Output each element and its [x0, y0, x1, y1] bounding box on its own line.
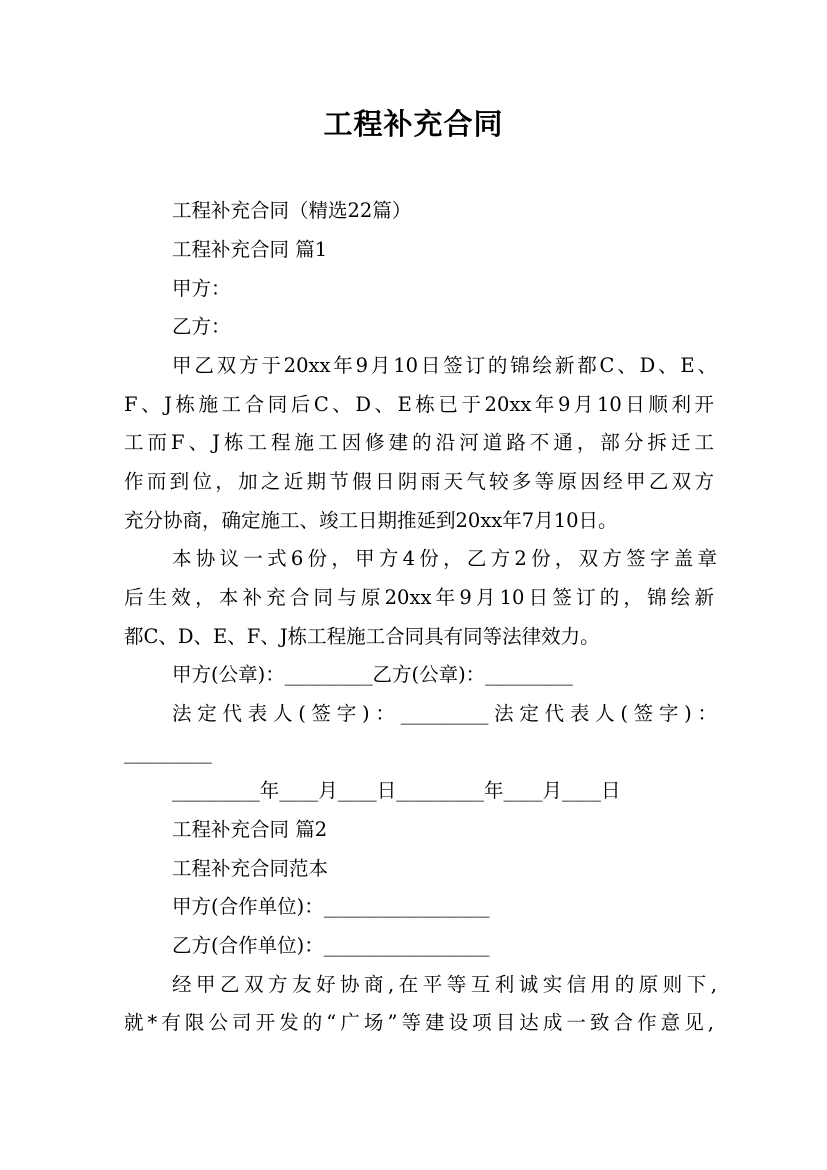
- paragraph-line: 甲乙双方于20xx年9月10日签订的锦绘新都C、D、E、: [172, 354, 717, 377]
- date-line: _________年____月____日_________年____月____日: [172, 779, 621, 802]
- paragraph-line: 充分协商，确定施工、竣工日期推延到20xx年7月10日。: [124, 509, 618, 532]
- paragraph-line: 就*有限公司开发的“广场”等建设项目达成一致合作意见,: [124, 1011, 714, 1034]
- seal-line: 甲方(公章)：_________乙方(公章)：_________: [172, 663, 573, 686]
- paragraph-line: 经甲乙双方友好协商,在平等互利诚实信用的原则下,: [172, 973, 717, 996]
- signature-line: 法定代表人(签字)：_________法定代表人(签字)：: [172, 702, 717, 725]
- section-heading-2: 工程补充合同 篇2: [172, 818, 328, 841]
- party-b-cooperation-line: 乙方(合作单位)：_________________: [172, 934, 490, 957]
- paragraph-line: F、J栋施工合同后C、D、E栋已于20xx年9月10日顺利开: [124, 393, 714, 416]
- party-a-line: 甲方：: [172, 277, 231, 300]
- subtitle-line: 工程补充合同（精选22篇）: [172, 199, 412, 222]
- party-a-cooperation-line: 甲方(合作单位)：_________________: [172, 895, 490, 918]
- paragraph-line: 作而到位，加之近期节假日阴雨天气较多等原因经甲乙双方: [124, 470, 714, 493]
- paragraph-line: 都C、D、E、F、J栋工程施工合同具有同等法律效力。: [124, 625, 600, 648]
- party-b-line: 乙方：: [172, 315, 231, 338]
- template-heading: 工程补充合同范本: [172, 857, 329, 880]
- paragraph-line: 后生效，本补充合同与原20xx年9月10日签订的，锦绘新: [124, 586, 714, 609]
- section-heading-1: 工程补充合同 篇1: [172, 238, 328, 261]
- signature-blank: _________: [124, 741, 212, 764]
- document-title: 工程补充合同: [323, 107, 504, 141]
- paragraph-line: 本协议一式6份，甲方4份，乙方2份，双方签字盖章: [172, 547, 717, 570]
- paragraph-line: 工而F、J栋工程施工因修建的沿河道路不通，部分拆迁工: [124, 431, 714, 454]
